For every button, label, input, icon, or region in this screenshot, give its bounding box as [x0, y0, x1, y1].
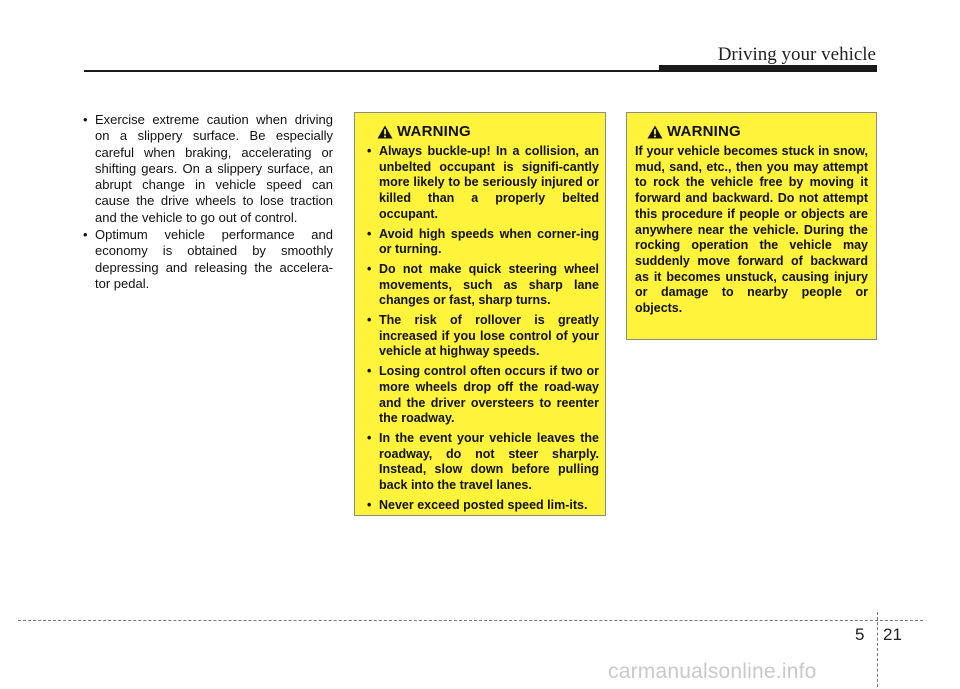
warning-title: WARNING [667, 123, 741, 140]
warning-header [647, 123, 868, 140]
header-rule [84, 70, 659, 72]
watermark: carmanualsonline.info [608, 660, 817, 683]
list-item: • Exercise extreme caution when driving on a slippery surface. Be especially careful when braking, accelerating or shifting gears. On a slippery surface, an abrupt change in vehicle speed can cause the drive wheels to lose traction and the vehicle to go out of control. [78, 112, 333, 226]
warning-text: If your vehicle becomes stuck in snow, mud, sand, etc., then you may attempt to rock the vehicle free by moving it forward and backward. Do not attempt this procedure if people or objects are anywhere near the vehicle. During the rocking operation the vehicle may suddenly move forward of backward as it becomes unstuck, causing injury or damage to nearby people or objects. [635, 144, 868, 316]
warning-list [365, 144, 599, 513]
list-item: • Optimum vehicle performance and economy is obtained by smoothly depressing and releasing the accelera-tor pedal. [78, 227, 333, 292]
header-rule-thick [659, 65, 877, 72]
warning-triangle-icon [377, 125, 393, 139]
section-title: Driving your vehicle [717, 44, 876, 65]
list-item: • Always buckle-up! In a collision, an unbelted occupant is signifi-cantly more likely to be seriously injured or killed than a properly belted occupant. [365, 144, 599, 223]
body-text-column [78, 112, 333, 293]
chapter-number: 5 [855, 625, 865, 644]
warning-box-stuck-vehicle [626, 112, 877, 340]
list-item: • Do not make quick steering wheel movements, such as sharp lane changes or fast, sharp turns. [365, 262, 599, 309]
list-item: • Never exceed posted speed lim-its. [365, 498, 599, 514]
caution-list [78, 112, 333, 292]
warning-box-driving [354, 112, 606, 516]
page-number-divider [877, 612, 878, 687]
warning-triangle-icon [647, 125, 663, 139]
warning-title: WARNING [397, 123, 471, 140]
list-item: • The risk of rollover is greatly increased if you lose control of your vehicle at highway speeds. [365, 313, 599, 360]
list-item: • Avoid high speeds when corner-ing or turning. [365, 227, 599, 258]
footer-divider [18, 620, 923, 621]
list-item: • In the event your vehicle leaves the roadway, do not steer sharply. Instead, slow down before pulling back into the travel lanes. [365, 431, 599, 494]
page-number: 21 [883, 625, 902, 644]
list-item: • Losing control often occurs if two or more wheels drop off the road-way and the driver oversteers to reenter the roadway. [365, 364, 599, 427]
warning-header [377, 123, 599, 140]
